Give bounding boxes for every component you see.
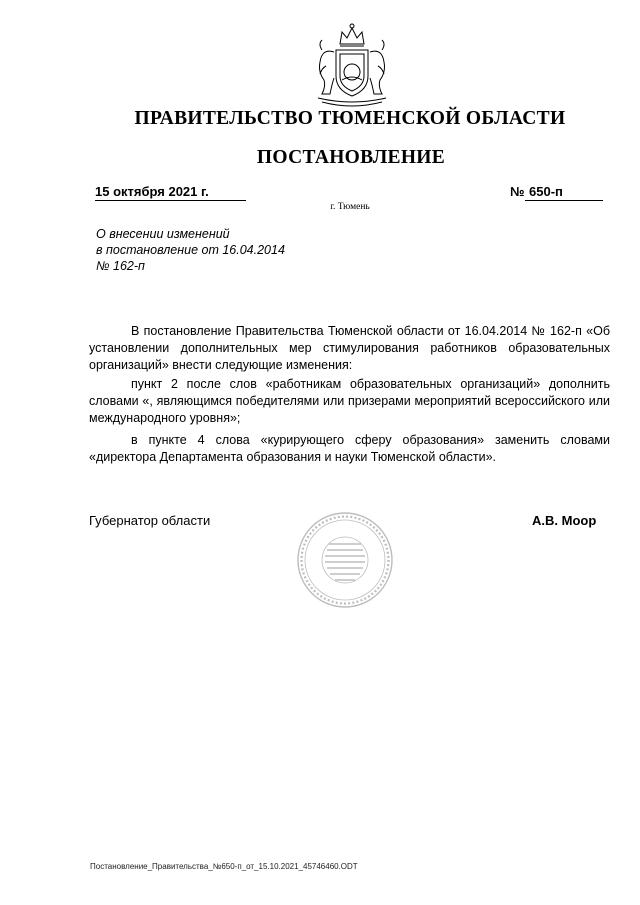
official-seal-icon: [295, 510, 395, 610]
file-name-footer: Постановление_Правительства_№650-п_от_15.10.2021_45746460.ODT: [90, 862, 358, 871]
subject-line: в постановление от 16.04.2014: [96, 243, 285, 257]
body-paragraph: в пункте 4 слова «курирующего сферу образования» заменить словами «директора Департамента образования и науки Тюменской области».: [89, 433, 610, 464]
document-date: 15 октября 2021 г.: [95, 184, 246, 201]
coat-of-arms-icon: [296, 22, 408, 110]
body-paragraph: пункт 2 после слов «работникам образовательных организаций» дополнить словами «, являющимся победителями или призерами мероприятий всероссийского или международного уровня»;: [89, 377, 610, 425]
subject-line: О внесении изменений: [96, 227, 230, 241]
number-sign: №: [510, 184, 525, 199]
document-type-title: ПОСТАНОВЛЕНИЕ: [256, 147, 446, 168]
body-paragraph: В постановление Правительства Тюменской области от 16.04.2014 № 162-п «Об установлении дополнительных мер стимулирования работников образовательных организаций» внести следующие изменения:: [89, 324, 610, 372]
subject-line: № 162-п: [96, 259, 145, 273]
signatory-title: Губернатор области: [89, 513, 211, 528]
signatory-name: А.В. Моор: [532, 513, 597, 528]
document-number: 650-п: [525, 184, 603, 201]
document-city: г. Тюмень: [330, 202, 370, 212]
document-subject: [96, 226, 356, 274]
organization-title: ПРАВИТЕЛЬСТВО ТЮМЕНСКОЙ ОБЛАСТИ: [134, 108, 566, 129]
